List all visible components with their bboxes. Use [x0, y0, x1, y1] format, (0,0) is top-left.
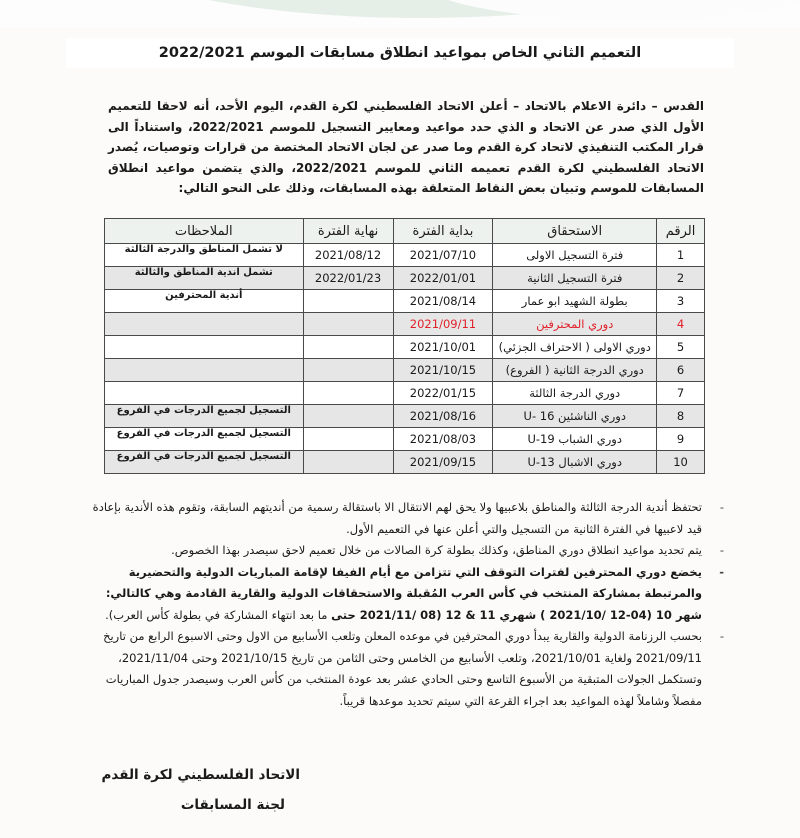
break-schedule-tail: ما بعد انتهاء المشاركة في بطولة كأس العرب).: [105, 607, 332, 622]
header-end: نهاية الفترة: [303, 219, 393, 244]
cell-entitlement: دوري الشباب 19-U: [493, 428, 657, 451]
cell-entitlement: فترة التسجيل الاولى: [493, 244, 657, 267]
note-text: بحسب الرزنامة الدولية والقارية يبدأ دوري المحترفين في موعده المعلن وتلعب الأسابيع من الاول وحتى الاسبوع الرابع من تاريخ 2021/09/11 ولغاية 2021/10/01، وتلعب الأسابيع من الخامس وحتى الثامن من تاريخ 2021/10/15 وحتى 2021/11/04، وتستكمل الجولات المتبقية من الأسبوع التاسع وحتى الحادي عشر بعد عودة المنتخب من كأس العرب وسيصدر جدول المباريات مفصلاً وشاملاً لهذه المواعيد بعد اجراء القرعة التي سيتم تحديد موعدها قريباً.: [103, 629, 702, 708]
break-schedule-dates: شهر 10 (04-12 /2021/10 ) شهري 11 & 12 (08 /2021/11 حتى: [331, 607, 702, 622]
note-item: [90, 540, 724, 562]
bullet-dash-icon: -: [719, 543, 724, 557]
table-row: [105, 428, 705, 451]
cell-entitlement: دوري المحترفين: [493, 313, 657, 336]
cell-entitlement: دوري الدرجة الثالثة: [493, 382, 657, 405]
document-title: التعميم الثاني الخاص بمواعيد انطلاق مسابقات الموسم 2022/2021: [66, 38, 734, 68]
note-text: يخضع دوري المحترفين لفترات التوقف التي تتزامن مع أيام الفيفا لإقامة المباريات الدولية والتحضيرية والمرتبطة بمشاركة المنتخب في كأس العرب المُقبلة والاستحقاقات الدولية والقارية القادمة وهي كالتالي:: [105, 564, 702, 600]
table-row-highlighted: [105, 313, 705, 336]
cell-notes: لا تشمل المناطق والدرجة الثالثة: [105, 244, 304, 267]
cell-end: [303, 405, 393, 428]
header-entitlement: الاستحقاق: [493, 219, 657, 244]
break-schedule-line: [90, 605, 702, 627]
cell-start: 2021/07/10: [393, 244, 493, 267]
cell-num: 6: [657, 359, 705, 382]
cell-num: 9: [657, 428, 705, 451]
cell-start: 2021/08/16: [393, 405, 493, 428]
header-decoration: [0, 0, 800, 28]
cell-notes: التسجيل لجميع الدرجات في الفروع: [105, 405, 304, 428]
cell-entitlement: فترة التسجيل الثانية: [493, 267, 657, 290]
note-item: [90, 626, 724, 712]
cell-entitlement: دوري الناشئين 16 -U: [493, 405, 657, 428]
cell-notes: تشمل اندية المناطق والثالثة: [105, 267, 304, 290]
cell-end: [303, 336, 393, 359]
table-row: [105, 382, 705, 405]
cell-start: 2021/08/14: [393, 290, 493, 313]
cell-end: [303, 382, 393, 405]
cell-entitlement: دوري الاشبال 13-U: [493, 451, 657, 474]
cell-end: 2022/01/23: [303, 267, 393, 290]
cell-notes: [105, 336, 304, 359]
notes-list: [90, 497, 724, 712]
cell-notes: أندية المحترفين: [105, 290, 304, 313]
cell-notes: التسجيل لجميع الدرجات في الفروع: [105, 428, 304, 451]
cell-end: [303, 359, 393, 382]
cell-num: 10: [657, 451, 705, 474]
cell-notes: التسجيل لجميع الدرجات في الفروع: [105, 451, 304, 474]
intro-paragraph: القدس – دائرة الاعلام بالاتحاد – أعلن الاتحاد الفلسطيني لكرة القدم، اليوم الأحد، أنه لاحقا للتعميم الأول الذي صدر عن الاتحاد و الذي حدد مواعيد ومعايير التسجيل للموسم 2022/2021، واستناداً الى قرار المكتب التنفيذي لاتحاد كرة القدم وما صدر عن لجان الاتحاد المختصة من قرارات وتوصيات، يُصدر الاتحاد الفلسطيني لكرة القدم تعميمه الثاني للموسم 2022/2021، والذي يتضمن مواعيد انطلاق المسابقات للموسم وتبيان بعض النقاط المتعلقة بهذه المسابقات، وذلك على النحو التالي:: [108, 99, 704, 195]
cell-end: [303, 313, 393, 336]
cell-num: 1: [657, 244, 705, 267]
cell-notes: [105, 382, 304, 405]
table-row: [105, 405, 705, 428]
cell-end: [303, 451, 393, 474]
header-notes: الملاحظات: [105, 219, 304, 244]
cell-start: 2021/09/11: [393, 313, 493, 336]
cell-entitlement: دوري الدرجة الثانية ( الفروع): [493, 359, 657, 382]
signature-organization: الاتحاد الفلسطيني لكرة القدم: [101, 767, 300, 783]
note-item-bold: [90, 562, 724, 605]
cell-notes: [105, 359, 304, 382]
cell-end: 2021/08/12: [303, 244, 393, 267]
cell-entitlement: بطولة الشهيد ابو عمار: [493, 290, 657, 313]
cell-start: 2022/01/15: [393, 382, 493, 405]
table-row: [105, 244, 705, 267]
note-item: [90, 497, 724, 540]
cell-num: 4: [657, 313, 705, 336]
table-row: [105, 451, 705, 474]
table-row: [105, 267, 705, 290]
note-text: تحتفظ أندية الدرجة الثالثة والمناطق بلاعبيها ولا يحق لهم الانتقال الا باستقالة رسمية من أنديتهم السابقة، وتقوم هذه الأندية بإعادة قيد لاعبيها في الفترة الثانية من التسجيل والتي أعلن عنها في التعميم الأول.: [92, 500, 702, 536]
bullet-dash-icon: -: [719, 564, 724, 579]
cell-num: 2: [657, 267, 705, 290]
cell-start: 2021/10/15: [393, 359, 493, 382]
table-row: [105, 359, 705, 382]
cell-start: 2021/08/03: [393, 428, 493, 451]
cell-end: [303, 428, 393, 451]
cell-num: 8: [657, 405, 705, 428]
cell-start: 2022/01/01: [393, 267, 493, 290]
header-num: الرقم: [657, 219, 705, 244]
cell-end: [303, 290, 393, 313]
schedule-table: [104, 218, 705, 474]
table-row: [105, 290, 705, 313]
table-row: [105, 336, 705, 359]
bullet-dash-icon: -: [719, 629, 724, 643]
cell-notes: [105, 313, 304, 336]
cell-entitlement: دوري الاولى ( الاحتراف الجزئي): [493, 336, 657, 359]
table-header-row: [105, 219, 705, 244]
cell-start: 2021/09/15: [393, 451, 493, 474]
signature-committee: لجنة المسابقات: [180, 797, 285, 813]
cell-num: 3: [657, 290, 705, 313]
cell-num: 5: [657, 336, 705, 359]
cell-num: 7: [657, 382, 705, 405]
cell-start: 2021/10/01: [393, 336, 493, 359]
bullet-dash-icon: -: [719, 500, 724, 514]
header-start: بداية الفترة: [393, 219, 493, 244]
note-text: يتم تحديد مواعيد انطلاق دوري المناطق، وكذلك بطولة كرة الصالات من خلال تعميم لاحق سيصدر بهذا الخصوص.: [171, 543, 702, 557]
signature-block: [100, 760, 300, 820]
